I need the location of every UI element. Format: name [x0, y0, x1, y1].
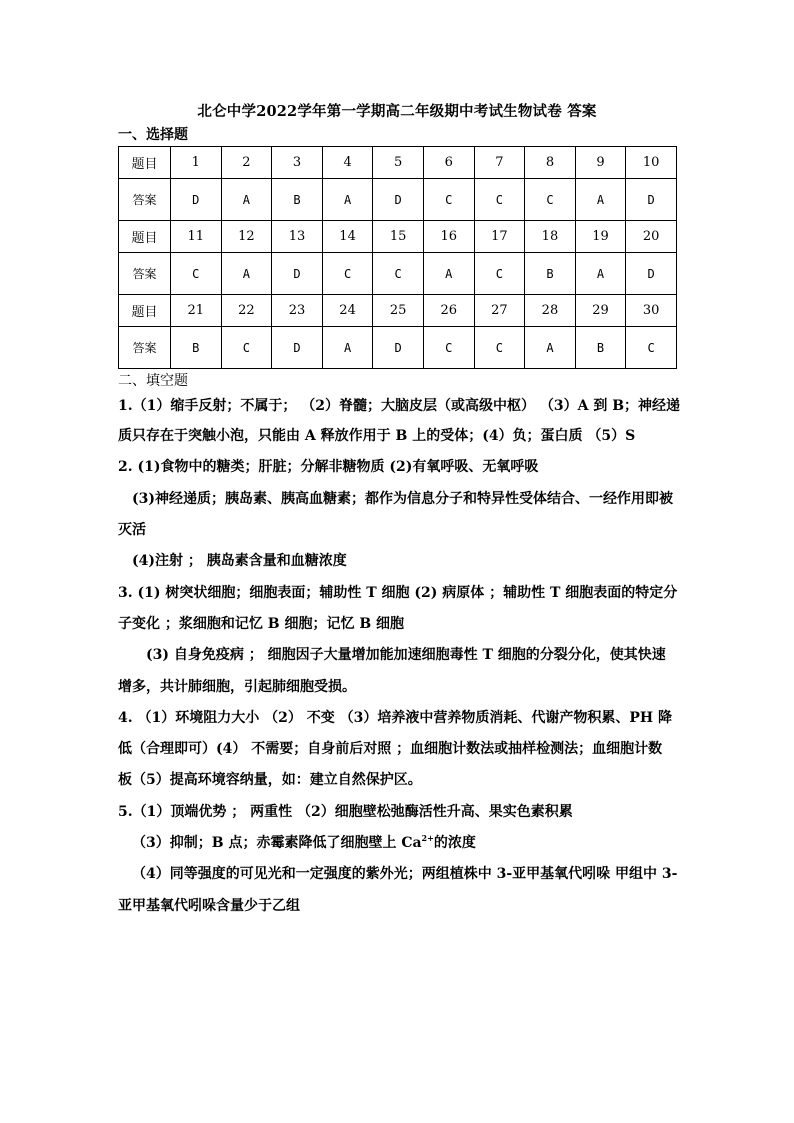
table-cell: 3 — [272, 147, 323, 179]
table-cell: 25 — [373, 295, 424, 327]
row-header-cell: 题目 — [119, 147, 171, 179]
table-cell: C — [474, 253, 525, 295]
q5-line-4: 亚甲基氧代吲哚含量少于乙组 — [118, 898, 300, 914]
answer-table — [118, 146, 677, 369]
row-header-cell: 答案 — [119, 179, 171, 221]
table-cell: C — [171, 253, 222, 295]
q2-line-4: (4)注射 ； 胰岛素含量和血糖浓度 — [132, 553, 347, 569]
q5-line-2-tail: 的浓度 — [433, 835, 476, 851]
calcium-charge-superscript: 2+ — [421, 833, 434, 843]
table-cell: B — [575, 327, 626, 369]
answer-row — [119, 253, 677, 295]
table-cell: 27 — [474, 295, 525, 327]
table-cell: D — [272, 327, 323, 369]
q1-line-1: 1.（1）缩手反射；不属于； （2）脊髓；大脑皮层（或高级中枢） （3）A 到 B；神经递 — [118, 398, 681, 414]
table-cell: C — [221, 327, 272, 369]
q5-line-2 — [132, 833, 476, 853]
section-heading-multiple-choice: 一、选择题 — [118, 127, 188, 143]
table-cell: 16 — [423, 221, 474, 253]
q3-line-3: (3) 自身免疫病 ； 细胞因子大量增加能加速细胞毒性 T 细胞的分裂分化，使其快速 — [146, 647, 666, 663]
table-cell: 6 — [423, 147, 474, 179]
table-cell: C — [322, 253, 373, 295]
table-cell: 29 — [575, 295, 626, 327]
table-cell: 24 — [322, 295, 373, 327]
table-cell: A — [322, 179, 373, 221]
table-cell: 4 — [322, 147, 373, 179]
table-cell: B — [171, 327, 222, 369]
q5-line-3: （4）同等强度的可见光和一定强度的紫外光；两组植株中 3-亚甲基氧代吲哚 甲组中 3- — [132, 866, 678, 882]
q5-line-2-text: （3）抑制；B 点；赤霉素降低了细胞壁上 Ca — [132, 835, 422, 851]
table-cell: D — [373, 327, 424, 369]
question-number-row — [119, 221, 677, 253]
row-header-cell: 题目 — [119, 295, 171, 327]
table-cell: 5 — [373, 147, 424, 179]
answer-row — [119, 179, 677, 221]
table-cell: A — [423, 253, 474, 295]
table-cell: 14 — [322, 221, 373, 253]
table-cell: 1 — [171, 147, 222, 179]
q1-line-2: 质只存在于突触小泡，只能由 A 释放作用于 B 上的受体；(4）负；蛋白质 （5）S — [118, 428, 636, 444]
table-cell: 11 — [171, 221, 222, 253]
row-header-cell: 题目 — [119, 221, 171, 253]
table-cell: 30 — [626, 295, 677, 327]
q4-line-1: 4. （1）环境阻力大小 （2） 不变 （3）培养液中营养物质消耗、代谢产物积累、PH 降 — [118, 710, 672, 726]
table-cell: 26 — [423, 295, 474, 327]
q3-line-2: 子变化 ；浆细胞和记忆 B 细胞；记忆 B 细胞 — [118, 616, 405, 632]
table-cell: D — [626, 179, 677, 221]
table-cell: 8 — [525, 147, 576, 179]
table-cell: 13 — [272, 221, 323, 253]
table-cell: D — [626, 253, 677, 295]
q5-line-1: 5.（1）顶端优势 ； 两重性 （2）细胞壁松弛酶活性升高、果实色素积累 — [118, 804, 573, 820]
table-cell: 9 — [575, 147, 626, 179]
question-number-row — [119, 295, 677, 327]
table-cell: B — [272, 179, 323, 221]
q3-line-4: 增多，共计肺细胞，引起肺细胞受损。 — [118, 679, 356, 695]
q4-line-2: 低（合理即可）(4） 不需要；自身前后对照 ；血细胞计数法或抽样检测法；血细胞计数 — [118, 741, 663, 757]
row-header-cell: 答案 — [119, 327, 171, 369]
table-cell: 19 — [575, 221, 626, 253]
table-cell: 12 — [221, 221, 272, 253]
table-cell: A — [322, 327, 373, 369]
table-cell: A — [221, 253, 272, 295]
table-cell: 7 — [474, 147, 525, 179]
table-cell: 23 — [272, 295, 323, 327]
table-cell: D — [373, 179, 424, 221]
table-cell: D — [171, 179, 222, 221]
table-cell: A — [575, 253, 626, 295]
table-cell: 15 — [373, 221, 424, 253]
table-cell: C — [423, 327, 474, 369]
table-cell: A — [221, 179, 272, 221]
table-cell: 21 — [171, 295, 222, 327]
table-cell: C — [474, 327, 525, 369]
table-cell: 10 — [626, 147, 677, 179]
table-cell: 20 — [626, 221, 677, 253]
table-cell: 2 — [221, 147, 272, 179]
table-cell: C — [373, 253, 424, 295]
q2-line-1: 2. (1)食物中的糖类；肝脏；分解非糖物质 (2)有氧呼吸、无氧呼吸 — [118, 459, 539, 475]
table-cell: C — [474, 179, 525, 221]
page-title: 北仑中学2022学年第一学期高二年级期中考试生物试卷 答案 — [197, 103, 597, 120]
table-cell: 17 — [474, 221, 525, 253]
table-cell: C — [525, 179, 576, 221]
section-heading-fill-in: 二、填空题 — [118, 373, 188, 389]
q4-line-3: 板（5）提高环境容纳量，如：建立自然保护区。 — [118, 772, 422, 788]
table-cell: 28 — [525, 295, 576, 327]
table-cell: A — [525, 327, 576, 369]
table-cell: D — [272, 253, 323, 295]
table-cell: B — [525, 253, 576, 295]
table-cell: 18 — [525, 221, 576, 253]
q3-line-1: 3. (1) 树突状细胞；细胞表面；辅助性 T 细胞 (2) 病原体 ；辅助性 T 细胞表面的特定分 — [118, 585, 678, 601]
table-cell: C — [626, 327, 677, 369]
q2-line-3: 灭活 — [118, 522, 146, 538]
table-cell: 22 — [221, 295, 272, 327]
question-number-row — [119, 147, 677, 179]
table-cell: A — [575, 179, 626, 221]
answer-row — [119, 327, 677, 369]
q2-line-2: (3)神经递质；胰岛素、胰高血糖素；都作为信息分子和特异性受体结合、一经作用即被 — [132, 491, 673, 507]
table-cell: C — [423, 179, 474, 221]
row-header-cell: 答案 — [119, 253, 171, 295]
